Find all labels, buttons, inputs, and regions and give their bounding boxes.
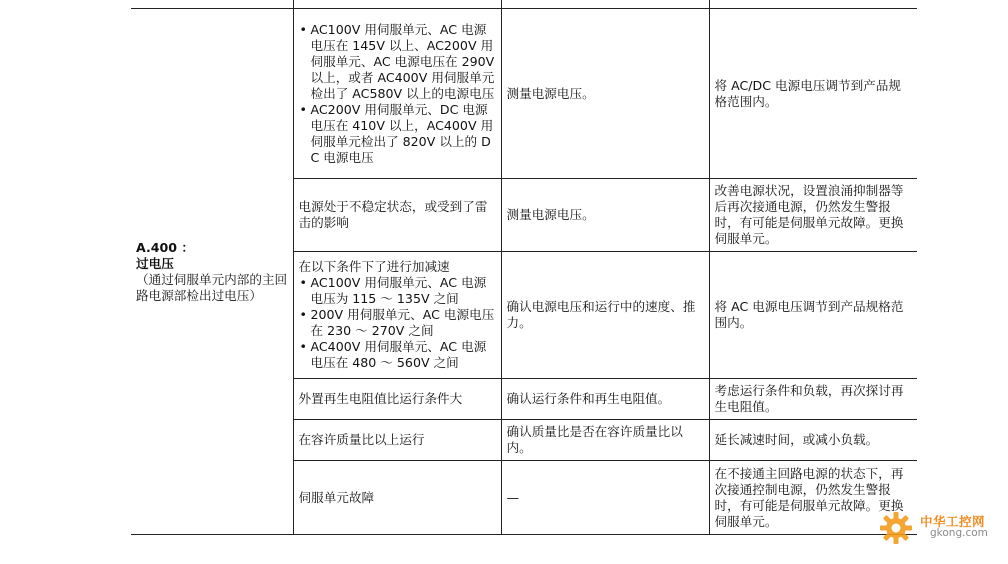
cause-list xyxy=(299,22,497,166)
watermark xyxy=(878,504,1006,562)
table-row xyxy=(131,9,917,179)
action-cell: 将 AC/DC 电源电压调节到产品规格范围内。 xyxy=(709,9,917,179)
cause-item: • AC100V 用伺服单元、AC 电源电压为 115 ～ 135V 之间 xyxy=(299,275,497,307)
watermark-text: 中华工控网 xyxy=(920,514,986,529)
check-cell: 测量电源电压。 xyxy=(501,9,709,179)
cause-cell: 电源处于不稳定状态，或受到了雷击的影响 xyxy=(293,179,501,252)
check-cell: — xyxy=(501,461,709,535)
alarm-name: 过电压 xyxy=(136,255,174,271)
action-cell: 延长减速时间，或减小负载。 xyxy=(709,420,917,461)
cause-list xyxy=(299,275,497,371)
action-cell: 在不接通主回路电源的状态下，再次接通控制电源，仍然发生警报时，有可能是伺服单元故障。更换伺服单元。 xyxy=(709,461,917,535)
check-cell: 测量电源电压。 xyxy=(501,179,709,252)
alarm-cell xyxy=(131,9,293,535)
check-cell: 确认质量比是否在容许质量比以内。 xyxy=(501,420,709,461)
cause-intro: 在以下条件下了进行加减速 xyxy=(298,259,450,274)
action-cell: 将 AC 电源电压调节到产品规格范围内。 xyxy=(709,252,917,379)
cause-item: • AC400V 用伺服单元、AC 电源电压在 480 ～ 560V 之间 xyxy=(299,339,497,371)
cause-item: • AC100V 用伺服单元、AC 电源电压在 145V 以上、AC200V 用伺服单元、AC 电源电压在 290V 以上，或者 AC400V 用伺服单元检出了 AC580V 以上的电源电压 xyxy=(299,22,497,102)
cause-cell: 外置再生电阻值比运行条件大 xyxy=(293,379,501,420)
alarm-description: （通过伺服单元内部的主回路电源部检出过电压） xyxy=(136,271,288,303)
cause-cell xyxy=(293,252,501,379)
cause-item: • 200V 用伺服单元、AC 电源电压在 230 ～ 270V 之间 xyxy=(299,307,497,339)
cause-cell xyxy=(293,9,501,179)
cause-cell: 伺服单元故障 xyxy=(293,461,501,535)
alarm-table xyxy=(131,0,917,535)
action-cell: 考虑运行条件和负载，再次探讨再生电阻值。 xyxy=(709,379,917,420)
table-row-continuation xyxy=(131,0,917,9)
watermark-url: gkong.com xyxy=(930,527,988,539)
gear-logo-icon xyxy=(878,510,914,546)
cause-item: • AC200V 用伺服单元、DC 电源电压在 410V 以上，AC400V 用伺服单元检出了 820V 以上的 DC 电源电压 xyxy=(299,102,497,166)
action-cell: 改善电源状况，设置浪涌抑制器等后再次接通电源，仍然发生警报时，有可能是伺服单元故障。更换伺服单元。 xyxy=(709,179,917,252)
check-cell: 确认电源电压和运行中的速度、推力。 xyxy=(501,252,709,379)
alarm-code: A.400 ： xyxy=(136,239,195,255)
cause-cell: 在容许质量比以上运行 xyxy=(293,420,501,461)
check-cell: 确认运行条件和再生电阻值。 xyxy=(501,379,709,420)
